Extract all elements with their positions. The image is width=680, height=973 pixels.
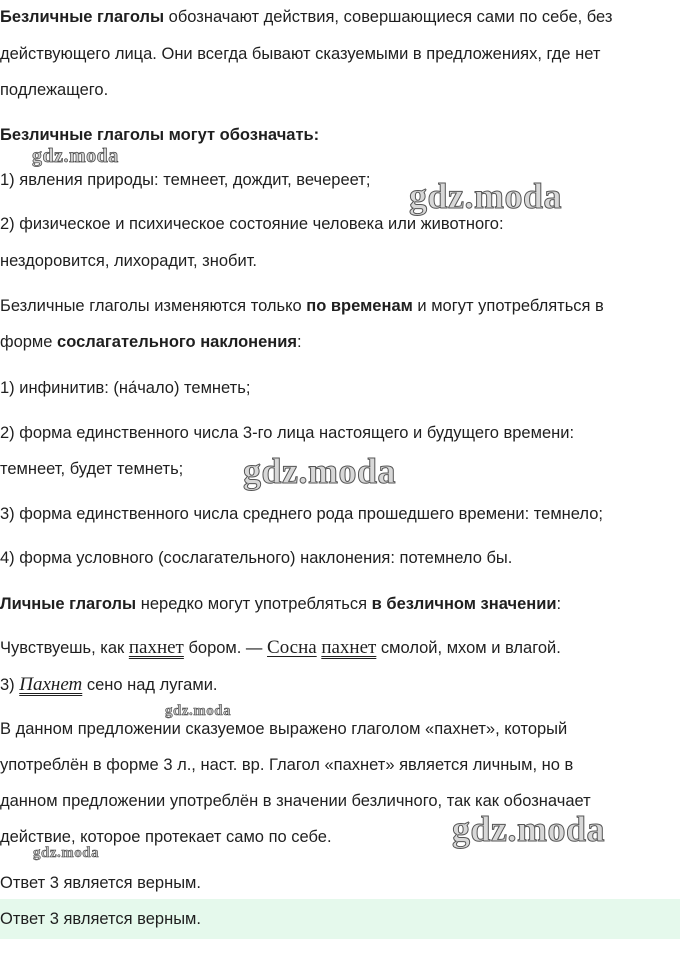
answer-line: Ответ 3 является верным. <box>0 874 201 892</box>
tense-bold-e: сослагательного наклонения <box>57 333 298 351</box>
watermark-logo: gdz.moda <box>243 451 397 491</box>
watermark-logo: gdz.moda <box>452 809 606 849</box>
example3-rest: сено над лугами. <box>82 676 218 694</box>
intro-text: обозначают действия, совершающиеся сами по себе, без <box>164 8 613 26</box>
intro-line-2: действующего лица. Они всегда бывают сказуемыми в предложениях, где нет <box>0 45 601 63</box>
personal-text-d: : <box>556 595 562 613</box>
explanation-line-4: действие, которое протекает само по себе. <box>0 828 332 846</box>
predicate-pakhnet-2: пахнет <box>321 637 377 658</box>
list1-item-1: 1) явления природы: темнеет, дождит, вечереет; <box>0 171 371 189</box>
example3-number: 3) <box>0 676 20 694</box>
predicate-pakhnet-1: пахнет <box>128 637 184 658</box>
personal-text-b: нередко могут употребляться <box>136 595 372 613</box>
intro-line-1 <box>0 7 612 27</box>
list2-item-1: 1) инфинитив: (на́чало) темнеть; <box>0 379 251 397</box>
watermark-logo: gdz.moda <box>33 845 100 861</box>
watermark-logo: gdz.moda <box>165 703 232 719</box>
explanation-line-3: данном предложении употреблён в значении безличного, так как обозначает <box>0 792 591 810</box>
term-bold: Безличные глаголы <box>0 8 165 26</box>
example-sentence <box>0 638 561 658</box>
tense-bold-a: по временам <box>306 297 413 315</box>
explanation-line-2: употреблён в форме 3 л., наст. вр. Глагол «пахнет» является личным, но в <box>0 756 574 774</box>
subject-sosna: Сосна <box>267 637 317 658</box>
tense-line-2 <box>0 332 302 352</box>
list1-item-2a: 2) физическое и психическое состояние человека или животного: <box>0 215 504 233</box>
example-text-c: бором. — <box>183 639 268 657</box>
explanation-line-1: В данном предложении сказуемое выражено глаголом «пахнет», который <box>0 720 568 738</box>
list2-item-2a: 2) форма единственного числа 3-го лица настоящего и будущего времени: <box>0 424 575 442</box>
example-text-a: Чувствуешь, как <box>0 639 129 657</box>
tense-text-f: : <box>297 333 302 351</box>
list2-item-2b: темнеет, будет темнеть; <box>0 460 184 478</box>
predicate-pakhnet-3: Пахнет <box>19 674 83 695</box>
example-3 <box>0 675 218 695</box>
personal-bold-c: в безличном значении <box>371 595 557 613</box>
meaning-heading <box>0 125 319 145</box>
list1-item-2b: нездоровится, лихорадит, знобит. <box>0 252 258 270</box>
watermark-logo: gdz.moda <box>32 145 119 167</box>
tense-text-c: и могут употребляться в <box>412 297 604 315</box>
example-text-g: смолой, мхом и влагой. <box>376 639 561 657</box>
list2-item-4: 4) форма условного (сослагательного) наклонения: потемнело бы. <box>0 549 513 567</box>
personal-bold-a: Личные глаголы <box>0 595 137 613</box>
heading-bold: Безличные глаголы могут обозначать: <box>0 126 320 144</box>
tense-text-d: форме <box>0 333 58 351</box>
watermark-logo: gdz.moda <box>409 176 563 216</box>
tense-text-a: Безличные глаголы изменяются только <box>0 297 307 315</box>
personal-verbs-line <box>0 594 561 614</box>
answer-box-text: Ответ 3 является верным. <box>0 910 201 928</box>
answer-box <box>0 899 680 939</box>
list2-item-3: 3) форма единственного числа среднего рода прошедшего времени: темнело; <box>0 505 603 523</box>
tense-line-1 <box>0 296 604 316</box>
intro-line-3: подлежащего. <box>0 81 109 99</box>
